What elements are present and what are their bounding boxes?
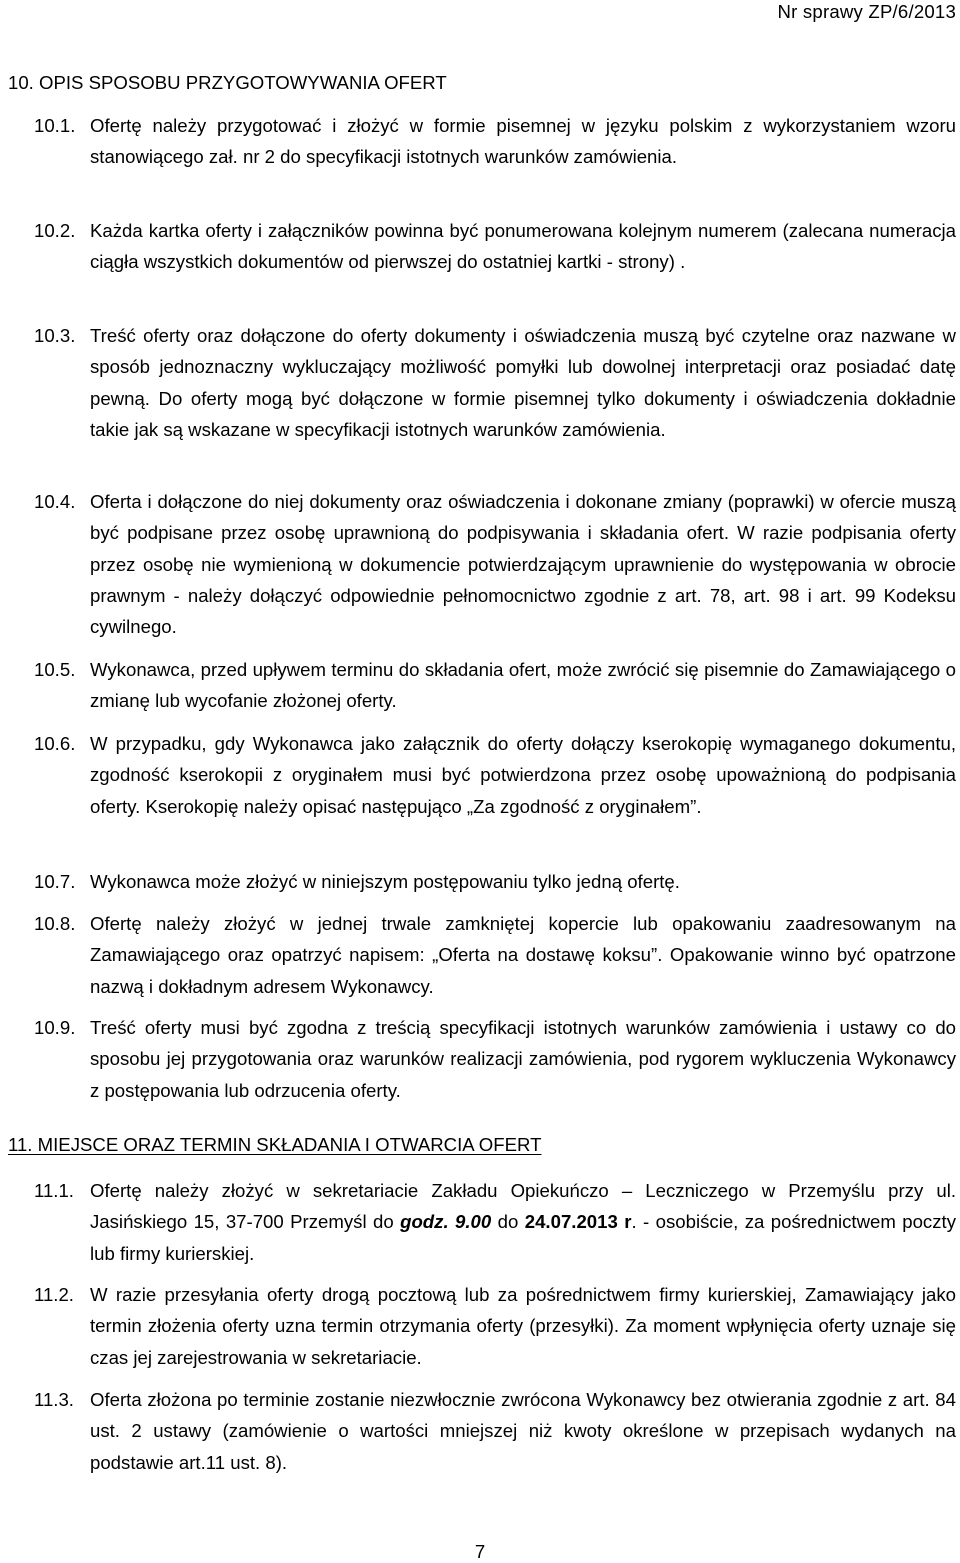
item-text: Ofertę należy złożyć w jednej trwale zamkniętej kopercie lub opakowaniu zaadresowanym na Zamawiającego oraz opatrzyć napisem: „Oferta na dostawę koksu”. Opakowanie winno być opatrzone nazwą i dokładnym adresem Wykonawcy. xyxy=(90,913,956,997)
item-number: 10.2. xyxy=(34,220,76,241)
item-text: Każda kartka oferty i załączników powinna być ponumerowana kolejnym numerem (zalecana numeracja ciągła wszystkich dokumentów od pierwszej do ostatniej kartki - strony) . xyxy=(90,220,956,273)
list-item xyxy=(34,908,956,1002)
list-item xyxy=(34,1384,956,1478)
list-item xyxy=(34,215,956,278)
deadline-time: godz. 9.00 xyxy=(400,1211,492,1233)
item-number: 10.4. xyxy=(34,491,76,512)
list-item xyxy=(34,486,956,642)
item-text: Wykonawca, przed upływem terminu do składania ofert, może zwrócić się pisemnie do Zamawiającego o zmianę lub wycofanie złożonej oferty. xyxy=(90,659,956,712)
item-number: 10.8. xyxy=(34,913,76,934)
item-number: 11.3. xyxy=(34,1389,74,1410)
list-item xyxy=(34,1279,956,1373)
list-item xyxy=(34,728,956,822)
item-text: Treść oferty oraz dołączone do oferty dokumenty i oświadczenia muszą być czytelne oraz nazwane w sposób jednoznaczny wykluczający możliwość pomyłki lub dowolnej interpretacji oraz posiadać datę pewną. Do oferty mogą być dołączone w formie pisemnej tylko dokumenty i oświadczenia dokładnie takie jak są wskazane w specyfikacji istotnych warunków zamówienia. xyxy=(90,325,956,440)
item-number: 10.3. xyxy=(34,325,76,346)
item-text: Oferta złożona po terminie zostanie niezwłocznie zwrócona Wykonawcy bez otwierania zgodnie z art. 84 ust. 2 ustawy (zamówienie o wartości mniejszej niż kwoty określone w przepisach wydanych na podstawie art.11 ust. 8). xyxy=(90,1389,956,1473)
item-number: 10.6. xyxy=(34,733,76,754)
item-text: Oferta i dołączone do niej dokumenty oraz oświadczenia i dokonane zmiany (poprawki) w ofercie muszą być podpisane przez osobę uprawnioną do podpisywania i składania ofert. W razie podpisania oferty przez osobę nie wymienioną w dokumencie potwierdzającym uprawnienie do występowania w obrocie prawnym - należy dołączyć odpowiednie pełnomocnictwo zgodnie z art. 78, art. 98 i art. 99 Kodeksu cywilnego. xyxy=(90,491,956,638)
item-number: 11.2. xyxy=(34,1284,74,1305)
item-text-part: do xyxy=(491,1211,525,1233)
item-number: 10.5. xyxy=(34,659,76,680)
item-text-part: Ofertę należy złożyć w sekretariacie Zakładu Opiekuńczo – Leczniczego w Przemyślu przy ul. Jasińskiego 15, 37-700 Przemyśl do xyxy=(90,1180,956,1233)
list-item xyxy=(34,1012,956,1106)
section-10-heading: 10. OPIS SPOSOBU PRZYGOTOWYWANIA OFERT xyxy=(8,72,447,93)
item-number: 11.1. xyxy=(34,1180,74,1201)
item-text: Ofertę należy przygotować i złożyć w formie pisemnej w języku polskim z wykorzystaniem wzoru stanowiącego zał. nr 2 do specyfikacji istotnych warunków zamówienia. xyxy=(90,115,956,168)
item-text: Wykonawca może złożyć w niniejszym postępowaniu tylko jedną ofertę. xyxy=(90,871,680,892)
item-text xyxy=(90,1175,956,1269)
item-text: W przypadku, gdy Wykonawca jako załącznik do oferty dołączy kserokopię wymaganego dokumentu, zgodność kserokopii z oryginałem musi być potwierdzona przez osobę upoważnioną do podpisania oferty. Kserokopię należy opisać następująco „Za zgodność z oryginałem”. xyxy=(90,733,956,817)
item-number: 10.9. xyxy=(34,1017,76,1038)
list-item xyxy=(34,654,956,717)
list-item xyxy=(34,1175,956,1269)
section-11-heading: 11. MIEJSCE ORAZ TERMIN SKŁADANIA I OTWARCIA OFERT xyxy=(8,1134,542,1155)
item-text-part: . - osobiście, za pośrednictwem poczty lub firmy kurierskiej. xyxy=(90,1211,956,1264)
item-number: 10.1. xyxy=(34,115,76,136)
list-item xyxy=(34,110,956,173)
case-number: Nr sprawy ZP/6/2013 xyxy=(777,1,956,22)
page-number: 7 xyxy=(474,1541,486,1562)
list-item xyxy=(34,866,956,897)
deadline-date: 24.07.2013 r xyxy=(524,1211,632,1233)
item-number: 10.7. xyxy=(34,871,76,892)
list-item xyxy=(34,320,956,445)
item-text: Treść oferty musi być zgodna z treścią specyfikacji istotnych warunków zamówienia i ustawy co do sposobu jej przygotowania oraz warunków realizacji zamówienia, pod rygorem wykluczenia Wykonawcy z postępowania lub odrzucenia oferty. xyxy=(90,1017,956,1101)
item-text: W razie przesyłania oferty drogą pocztową lub za pośrednictwem firmy kurierskiej, Zamawiający jako termin złożenia oferty uzna termin otrzymania oferty (przesyłki). Za moment wpłynięcia oferty uznaje się czas jej zarejestrowania w sekretariacie. xyxy=(90,1284,956,1368)
